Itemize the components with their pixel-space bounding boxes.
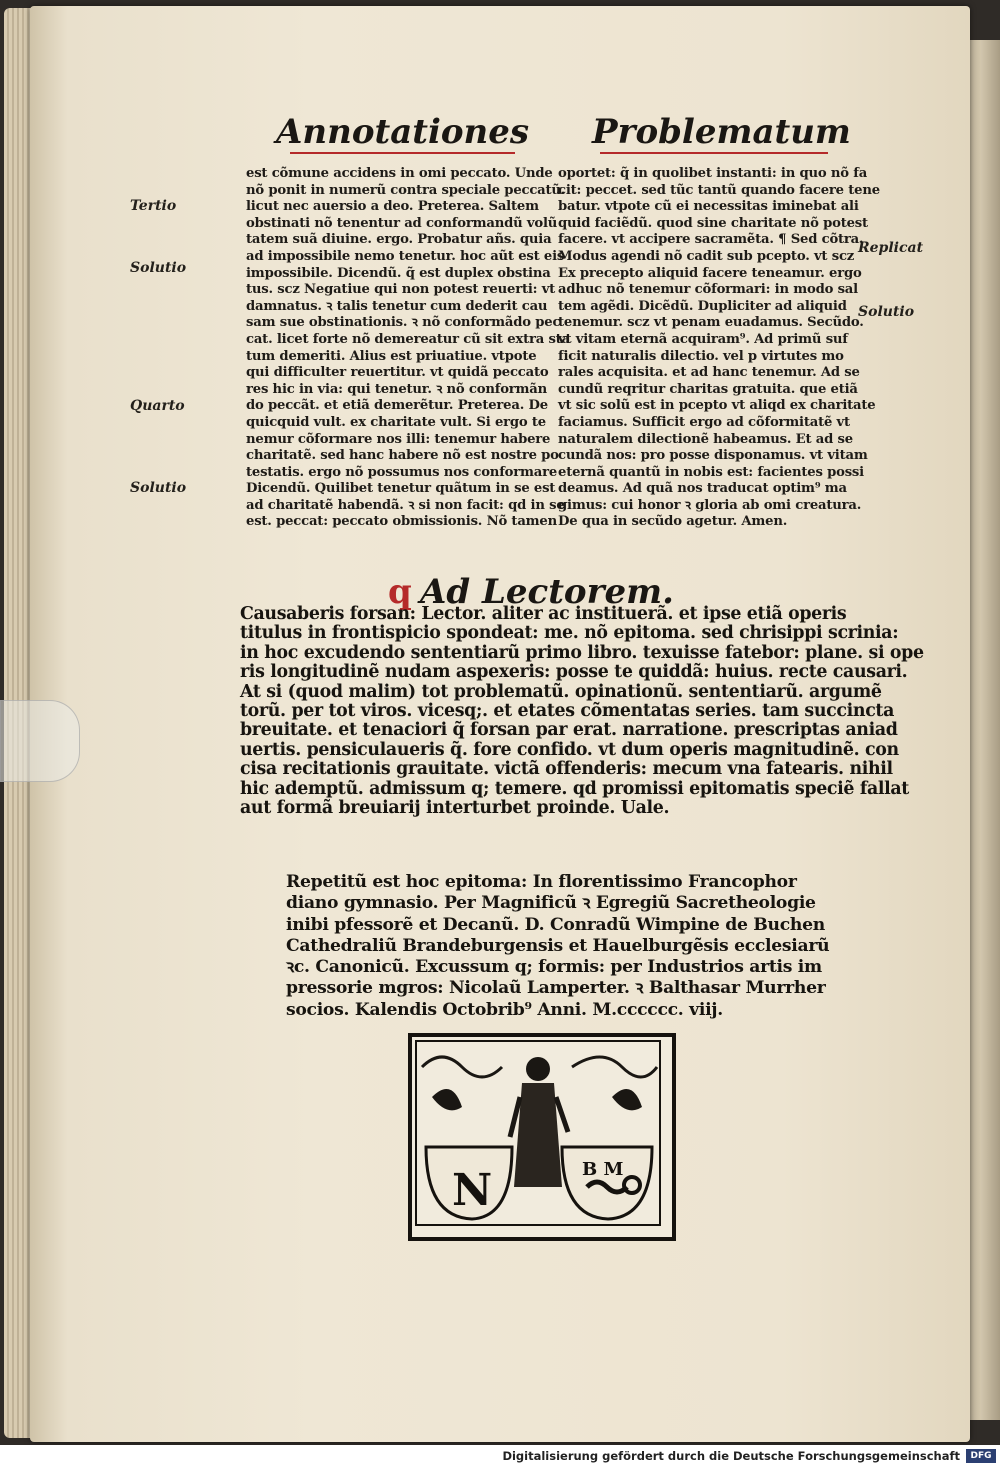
left-line: impossibile. Dicendũ. q̃ est duplex obstina [246,265,551,281]
right-line: deamus. Ad quã nos traducat optim⁹ ma [558,481,847,497]
left-line: licut nec auersio a deo. Preterea. Saltem [246,199,539,215]
lector-line: in hoc excudendo sententiarũ primo libro. texuisse fatebor: plane. si ope [240,642,924,663]
lector-line: aut formã breuiarij interturbet proinde. Uale. [240,797,670,818]
right-line: tem agẽdi. Dicẽdũ. Dupliciter ad aliquid [558,298,847,314]
colophon-line: ꝛc. Canonicũ. Excussum q; formis: per Industrios artis im [286,957,822,978]
lector-line: breuitate. et tenaciori q̃ forsan par erat. narratione. prescriptas aniad [240,720,898,741]
right-line: cundã nos: pro posse disponamus. vt vitam [558,448,868,464]
printers-mark-woodcut [408,1033,676,1241]
funding-notice: Digitalisierung gefördert durch die Deutsche Forschungsgemeinschaft [502,1449,960,1463]
left-line: cat. licet forte nõ demereatur cũ sit extra sta [246,331,570,347]
left-line: tatem suã diuine. ergo. Probatur añs. quia [246,232,552,248]
left-line: res hic in via: qui tenetur. ꝛ nõ conformãn [246,381,548,397]
right-line: adhuc nõ tenemur cõformari: in modo sal [558,282,858,298]
right-line: gimus: cui honor ꝛ gloria ab omi creatura. [558,497,862,513]
margin-note-solutio-1: Solutio [130,260,187,276]
margin-note-quarto: Quarto [130,398,185,414]
left-line: damnatus. ꝛ talis tenetur cum dederit cau [246,298,548,314]
lector-line: cisa recitationis grauitate. victã offenderis: mecum vna fatearis. nihil [240,759,893,780]
colophon-line: inibi pfessorẽ et Decanũ. D. Conradũ Wimpine de Buchen [286,914,825,935]
right-line: De qua in secũdo agetur. Amen. [558,514,788,530]
left-line: tus. scz Negatiue qui non potest reuerti: vt [246,282,556,298]
right-line: eternã quantũ in nobis est: facientes possi [558,464,864,480]
ad-lectorem-text [240,605,924,818]
left-line: nõ ponit in numerũ contra speciale peccatũ. [246,182,566,198]
facing-page-edge [968,40,1000,1420]
right-line: Modus agendi nõ cadit sub pcepto. vt scz [558,248,855,264]
left-line: Dicendũ. Quilibet tenetur quãtum in se est [246,481,556,497]
footer-bar [0,1445,1000,1468]
right-line: rales acquisita. et ad hanc tenemur. Ad se [558,365,860,381]
shield-right-letters: B M [582,1159,624,1180]
right-line: tenemur. scz vt penam euadamus. Secũdo. [558,315,864,331]
red-rule-left [290,152,515,154]
colophon-line: diano gymnasio. Per Magnificũ ꝛ Egregiũ Sacretheologie [286,893,816,914]
right-column [558,166,880,531]
left-line: tum demeriti. Alius est priuatiue. vtpote [246,348,537,364]
running-head-right: Problematum [592,112,851,152]
right-line: cundũ reqritur charitas gratuita. que etiã [558,381,858,397]
lector-line: ris longitudinẽ nudam aspexeris: posse te quiddã: huius. recte causari. [240,662,908,683]
right-line: naturalem dilectionẽ habeamus. Et ad se [558,431,853,447]
left-line: est cõmune accidens in omi peccato. Unde [246,166,553,181]
left-line: quicquid vult. ex charitate vult. Si ergo te [246,414,546,430]
running-head-left: Annotationes [276,112,530,152]
right-line: quid faciẽdũ. quod sine charitate nõ potest [558,215,868,231]
dfg-logo: DFG [966,1449,996,1463]
right-line: oportet: q̃ in quolibet instanti: in quo nõ fa [558,166,868,181]
margin-note-tertio: Tertio [130,198,177,214]
right-line: cit: peccet. sed tũc tantũ quando facere tene [558,182,880,198]
left-line: est. peccat: peccato obmissionis. Nõ tamen [246,514,557,530]
right-line: vt vitam eternã acquiram⁹. Ad primũ suf [558,331,848,347]
right-line: ficit naturalis dilectio. vel p virtutes mo [558,348,844,364]
colophon-line: Cathedraliũ Brandeburgensis et Hauelburgẽsis ecclesiarũ [286,935,830,956]
left-line: do peccãt. et etiã demerẽtur. Preterea. De [246,398,548,414]
red-rule-right [600,152,828,154]
left-line: ad impossibile nemo tenetur. hoc aũt est eis [246,248,565,264]
lector-line: At si (quod malim) tot problematũ. opinationũ. sententiarũ. argumẽ [240,681,882,702]
right-line: vt sic solũ est in pcepto vt aliqd ex charitate [558,398,876,414]
right-line: batur. vtpote cũ ei necessitas iminebat ali [558,199,859,215]
margin-note-replicat: Replicat [858,240,924,256]
left-line: testatis. ergo nõ possumus nos conformare [246,464,558,480]
left-line: sam sue obstinationis. ꝛ nõ conformãdo pec [246,315,561,331]
colophon [286,872,829,1021]
margin-note-solutio-2: Solutio [130,480,187,496]
ad-lectorem-heading: Ad Lectorem. [420,572,674,612]
left-line: qui difficulter reuertitur. vt quidã peccato [246,365,549,381]
woodcut-illustration [412,1037,664,1229]
shield-left-letter: N [452,1165,493,1216]
left-line: obstinati nõ tenentur ad conformandũ volũ [246,215,558,231]
lector-line: uertis. pensiculaueris q̃. fore confido. vt dum operis magnitudinẽ. con [240,739,899,760]
right-line: facere. vt accipere sacramẽta. ¶ Sed cõtra. [558,232,864,248]
colophon-line: socios. Kalendis Octobrib⁹ Anni. M.cccccc. viij. [286,999,723,1020]
colophon-line: pressorie mgros: Nicolaũ Lamperter. ꝛ Balthasar Murrher [286,978,826,999]
heading-pilcrow: q [388,572,412,612]
right-line: Ex precepto aliquid facere teneamur. ergo [558,265,862,281]
lector-line: titulus in frontispicio spondeat: me. nõ epitoma. sed chrisippi scrinia: [240,623,899,644]
margin-note-solutio-3: Solutio [858,304,915,320]
left-column [246,166,570,531]
left-line: nemur cõformare nos illi: tenemur habere [246,431,551,447]
left-line: charitatẽ. sed hanc habere nõ est nostre po [246,448,559,464]
lector-line: hic ademptũ. admissum q; temere. qd promissi epitomatis speciẽ fallat [240,778,909,799]
book-clip [0,700,80,782]
colophon-line: Repetitũ est hoc epitoma: In florentissimo Francophor [286,872,797,892]
lector-line: torũ. per tot viros. vicesq;. et etates cõmentatas series. tam succincta [240,700,895,721]
lector-line: Causaberis forsan: Lector. aliter ac instituerã. et ipse etiã operis [240,604,847,624]
left-line: ad charitatẽ habendã. ꝛ si non facit: qd in se [246,497,565,513]
right-line: faciamus. Sufficit ergo ad cõformitatẽ vt [558,414,850,430]
